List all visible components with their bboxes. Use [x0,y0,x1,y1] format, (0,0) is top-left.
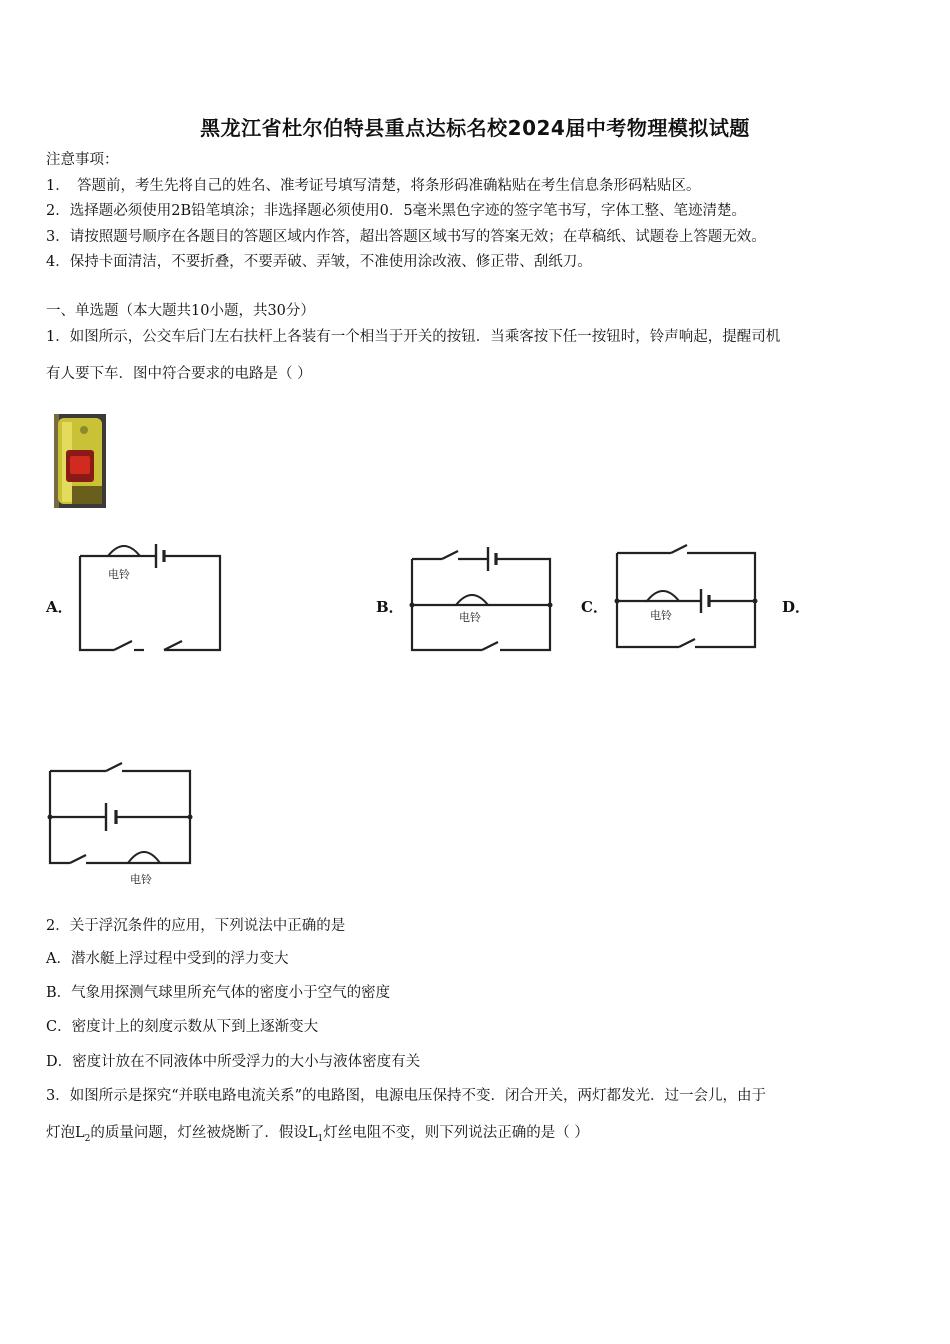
q1-option-b: B． [376,598,404,616]
bell-label: 电铃 [108,568,130,581]
notice-heading: 注意事项： [46,152,119,168]
bell-label: 电铃 [650,609,672,622]
q1-stem-line2: 有人要下车．图中符合要求的电路是（ ） [46,366,312,382]
q1-option-d: D． [782,598,811,616]
bell-label: 电铃 [130,873,152,886]
notice-item: 1． 答题前，考生先将自己的姓名、准考证号填写清楚，将条形码准确粘贴在考生信息条形码粘贴区。 [46,178,701,194]
notice-item: 2．选择题必须使用2B铅笔填涂；非选择题必须使用0．5毫米黑色字迹的签字笔书写，字体工整、笔迹清楚。 [46,203,747,219]
section-heading: 一、单选题（本大题共10小题，共30分） [46,303,315,319]
notice-item: 3．请按照题号顺序在各题目的答题区域内作答，超出答题区域书写的答案无效；在草稿纸、试题卷上答题无效。 [46,229,766,245]
q1-stem-line1: 1．如图所示，公交车后门左右扶杆上各装有一个相当于开关的按钮．当乘客按下任一按钮时，铃声响起，提醒司机 [46,329,781,345]
q2-option-b: B．气象用探测气球里所充气体的密度小于空气的密度 [46,985,391,1001]
circuit-c [605,535,770,660]
q2-option-d: D．密度计放在不同液体中所受浮力的大小与液体密度有关 [46,1054,421,1070]
circuit-d [40,755,205,890]
notice-item: 4．保持卡面清洁，不要折叠，不要弄破、弄皱，不准使用涂改液、修正带、刮纸刀。 [46,254,592,270]
q2-option-c: C．密度计上的刻度示数从下到上逐渐变大 [46,1019,319,1035]
q2-stem: 2．关于浮沉条件的应用，下列说法中正确的是 [46,918,346,934]
bell-label: 电铃 [459,611,481,624]
q2-option-a: A．潜水艇上浮过程中受到的浮力变大 [46,951,289,967]
q3-stem-line2: 灯泡$L_2$的质量问题，灯丝被烧断了．假设$L_1$灯丝电阻不变，则下列说法正确的是（ ） [46,1125,589,1144]
q1-option-a: A． [46,598,73,616]
q1-option-c: C． [581,598,608,616]
circuit-b [400,535,560,660]
page-title: 黑龙江省杜尔伯特县重点达标名校2024届中考物理模拟试题 [200,116,750,140]
q3-stem-line1: 3．如图所示是探究“并联电路电流关系”的电路图，电源电压保持不变．闭合开关，两灯都发光．过一会儿，由于 [46,1088,767,1104]
bus-button-photo [52,412,108,510]
circuit-a [60,530,230,660]
